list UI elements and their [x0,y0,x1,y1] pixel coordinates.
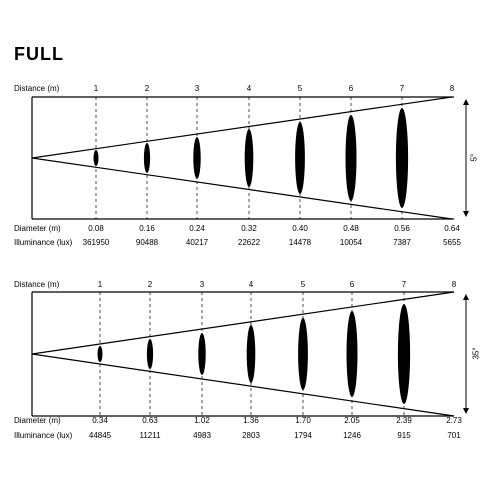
diameter-value: 0.40 [292,224,308,233]
diameter-value: 1.70 [295,416,311,425]
diameter-value: 2.05 [344,416,360,425]
page-title: FULL [14,44,64,64]
illuminance-value: 361950 [82,238,110,247]
beam-edge-upper [32,292,454,354]
diameter-value: 0.34 [92,416,108,425]
diameter-value: 0.24 [189,224,205,233]
illuminance-value: 22622 [237,238,261,247]
distance-value: 8 [449,84,455,93]
distance-value: 7 [399,84,405,93]
illuminance-label: Illuminance (lux) [14,431,73,440]
beam-spot-7 [396,108,408,208]
diameter-label: Diameter (m) [14,416,61,425]
diameter-value: 0.08 [88,224,104,233]
beam-spot-5 [295,122,305,194]
distance-value: 2 [147,280,153,289]
beam-spot-6 [347,311,358,397]
illuminance-value: 7387 [393,238,411,247]
beam-edge-lower [32,354,454,416]
diameter-value: 0.64 [444,224,460,233]
diameter-value: 0.48 [343,224,359,233]
diameter-value: 0.63 [142,416,158,425]
distance-value: 6 [348,84,354,93]
distance-value: 1 [97,280,103,289]
distance-value: 4 [246,84,252,93]
beam-angle-label: 35° [471,347,481,360]
illuminance-value: 701 [447,431,461,440]
beam-edge-upper [32,97,452,158]
distance-value: 1 [93,84,99,93]
illuminance-value: 4983 [193,431,211,440]
beam-spot-1 [94,150,99,166]
beam-spot-6 [346,115,357,201]
angle-arrow-head-down [463,211,469,217]
illuminance-value: 10054 [339,238,363,247]
diameter-label: Diameter (m) [14,224,61,233]
illuminance-value: 40217 [185,238,209,247]
angle-arrow-head-up [463,294,469,300]
illuminance-label: Illuminance (lux) [14,238,73,247]
distance-value: 6 [349,280,355,289]
diameter-value: 2.73 [446,416,462,425]
distance-value: 4 [248,280,254,289]
beam-spot-1 [98,346,103,362]
diameter-value: 2.39 [396,416,412,425]
diameter-value: 1.36 [243,416,259,425]
illuminance-value: 5655 [443,238,461,247]
illuminance-value: 90488 [135,238,159,247]
diameter-value: 0.16 [139,224,155,233]
angle-arrow-head-up [463,99,469,105]
beam-spot-7 [398,304,410,404]
beam-angle-label: 5° [469,153,479,162]
distance-label: Distance (m) [14,84,60,93]
beam-panel-wide [32,292,469,416]
distance-value: 5 [300,280,306,289]
diameter-value: 0.56 [394,224,410,233]
illuminance-value: 2803 [242,431,260,440]
illuminance-value: 1246 [343,431,361,440]
beam-spot-5 [298,318,308,390]
distance-label: Distance (m) [14,280,60,289]
distance-value: 3 [199,280,205,289]
beam-panel-narrow [32,97,469,219]
distance-value: 2 [144,84,150,93]
beam-spot-2 [144,143,150,173]
distance-value: 8 [451,280,457,289]
beam-spot-4 [247,325,256,383]
illuminance-value: 915 [397,431,411,440]
distance-value: 7 [401,280,407,289]
illuminance-value: 44845 [88,431,112,440]
illuminance-value: 11211 [139,431,161,440]
distance-value: 3 [194,84,200,93]
distance-value: 5 [297,84,303,93]
beam-edge-lower [32,158,452,219]
illuminance-value: 1794 [294,431,312,440]
angle-arrow-head-down [463,408,469,414]
beam-spot-2 [147,339,153,369]
beam-spot-4 [245,129,254,187]
diameter-value: 0.32 [241,224,257,233]
beam-spot-3 [198,333,205,375]
diameter-value: 1.02 [194,416,210,425]
beam-spot-3 [193,137,200,179]
illuminance-value: 14478 [288,238,312,247]
